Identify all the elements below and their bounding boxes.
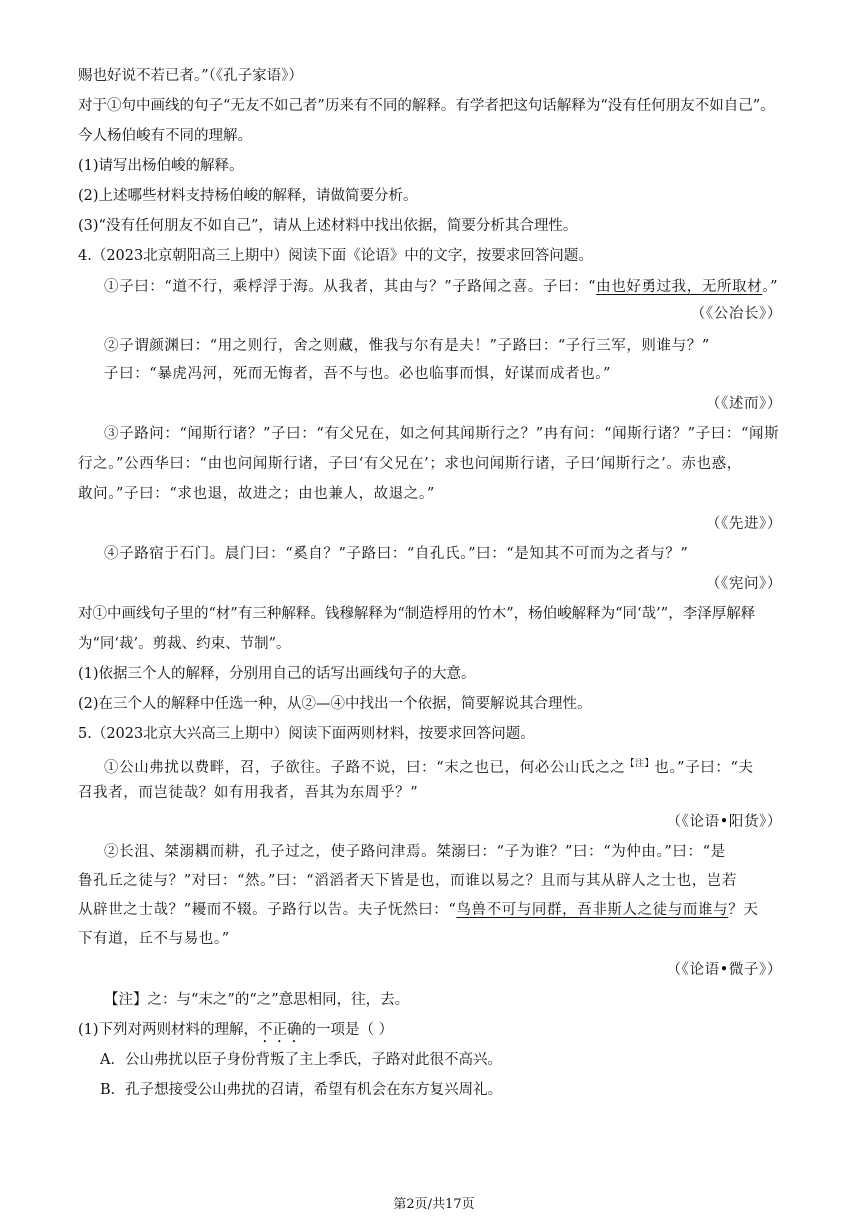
passage-3: 行之。”公西华曰：“由也问闻斯行诸，子曰‘有父兄在’；求也问闻斯行诸，子曰‘闻斯行之’。赤也惑， bbox=[78, 456, 742, 472]
passage-2: ②子谓颜渊曰：“用之则行，舍之则藏，惟我与尔有是夫！”子路曰：“子行三军，则谁与？” bbox=[104, 338, 710, 354]
sub-question: (2)上述哪些材料支持杨伯峻的解释，请做简要分析。 bbox=[78, 188, 418, 204]
note-marker: 【注】 bbox=[625, 759, 655, 769]
material-2: 下有道，丘不与易也。” bbox=[78, 931, 230, 947]
source-citation: （《宪问》） bbox=[705, 576, 782, 592]
sub-question: (1)请写出杨伯峻的解释。 bbox=[78, 158, 244, 174]
passage-text: ①公山弗扰以费畔，召，子欲往。子路不说，曰：“末之也已，何必公山氏之之 bbox=[104, 760, 626, 776]
source-citation: （《论语•阳货》） bbox=[666, 814, 782, 830]
source-citation: （《公冶长》） bbox=[690, 306, 782, 322]
sub-question: (3)“没有任何朋友不如自己”，请从上述材料中找出依据，简要分析其合理性。 bbox=[78, 218, 578, 234]
page-footer: 第2页/共17页 bbox=[393, 1197, 475, 1212]
passage-2: 子曰：“暴虎冯河，死而无悔者，吾不与也。必也临事而惧，好谋而成者也。” bbox=[104, 366, 612, 382]
question-text: 的一项是（ ） bbox=[301, 1022, 394, 1038]
sub-question: (1)依据三个人的解释，分别用自己的话写出画线句子的大意。 bbox=[78, 666, 476, 682]
annotation-note: 【注】之：与“末之”的“之”意思相同，往，去。 bbox=[104, 992, 410, 1008]
text-line: 对于①句中画线的句子“无友不如己者”历来有不同的解释。有学者把这句话解释为“没有任何朋友不如自己”。 bbox=[78, 98, 775, 114]
passage-text: 也。”子曰：“夫 bbox=[654, 760, 754, 776]
passage-text: ①子曰：“道不行，乘桴浮于海。从我者，其由与？”子路闻之喜。子曰：“ bbox=[104, 279, 597, 295]
passage-text: 。” bbox=[762, 279, 779, 295]
passage-3: ③子路问：“闻斯行诸？”子曰：“有父兄在，如之何其闻斯行之？”冉有问：“闻斯行诸？”子曰：“闻斯 bbox=[104, 426, 780, 442]
text-line: 为“同‘裁’。剪裁、约束、节制”。 bbox=[78, 636, 291, 652]
text-line: 赐也好说不若已者。”（《孔子家语》） bbox=[78, 68, 303, 84]
material-2 bbox=[78, 900, 758, 920]
option-a: A．公山弗扰以臣子身份背叛了主上季氏，子路对此很不高兴。 bbox=[100, 1052, 502, 1068]
underlined-sentence: 由也好勇过我，无所取材 bbox=[596, 279, 763, 295]
material-2: 鲁孔丘之徒与？”对曰：“然。”曰：“滔滔者天下皆是也，而谁以易之？且而与其从辟人之士也，岂若 bbox=[78, 873, 737, 889]
source-citation: （《述而》） bbox=[705, 396, 782, 412]
material-2: ②长沮、桀溺耦而耕，孔子过之，使子路问津焉。桀溺曰：“子为谁？”曰：“为仲由。”曰：“是 bbox=[104, 844, 726, 860]
underlined-sentence: 鸟兽不可与同群，吾非斯人之徒与而谁与 bbox=[456, 902, 729, 918]
material-1: 召我者，而岂徒哉？如有用我者，吾其为东周乎？” bbox=[78, 785, 419, 801]
source-citation: （《论语•微子》） bbox=[666, 962, 782, 978]
source-citation: （《先进》） bbox=[705, 516, 782, 532]
question-text: (1)下列对两则材料的理解， bbox=[78, 1022, 259, 1038]
material-1 bbox=[104, 754, 754, 778]
text-line: 对①中画线句子里的“材”有三种解释。钱穆解释为“制造桴用的竹木”，杨伯峻解释为“同‘哉’”，李泽厚解释 bbox=[78, 606, 756, 622]
option-b: B．孔子想接受公山弗扰的召请，希望有机会在东方复兴周礼。 bbox=[100, 1082, 503, 1098]
passage-text: 从辟世之士哉？”耰而不辍。子路行以告。夫子怃然曰：“ bbox=[78, 902, 457, 918]
emphasized-text: 不正确 bbox=[258, 1022, 302, 1038]
question-5-title: 5.（2023北京大兴高三上期中）阅读下面两则材料，按要求回答问题。 bbox=[78, 726, 535, 742]
passage-1 bbox=[104, 277, 778, 297]
question-4-title: 4.（2023北京朝阳高三上期中）阅读下面《论语》中的文字，按要求回答问题。 bbox=[78, 248, 593, 264]
text-line: 今人杨伯峻有不同的理解。 bbox=[78, 128, 252, 144]
sub-question: (2)在三个人的解释中任选一种，从②—④中找出一个依据，简要解说其合理性。 bbox=[78, 696, 592, 712]
passage-4: ④子路宿于石门。晨门曰：“奚自？”子路曰：“自孔氏。”曰：“是知其不可而为之者与？” bbox=[104, 546, 689, 562]
sub-question bbox=[78, 1020, 393, 1046]
passage-text: ？天 bbox=[728, 902, 759, 918]
passage-3: 敢问。”子曰：“求也退，故进之；由也兼人，故退之。” bbox=[78, 486, 435, 502]
